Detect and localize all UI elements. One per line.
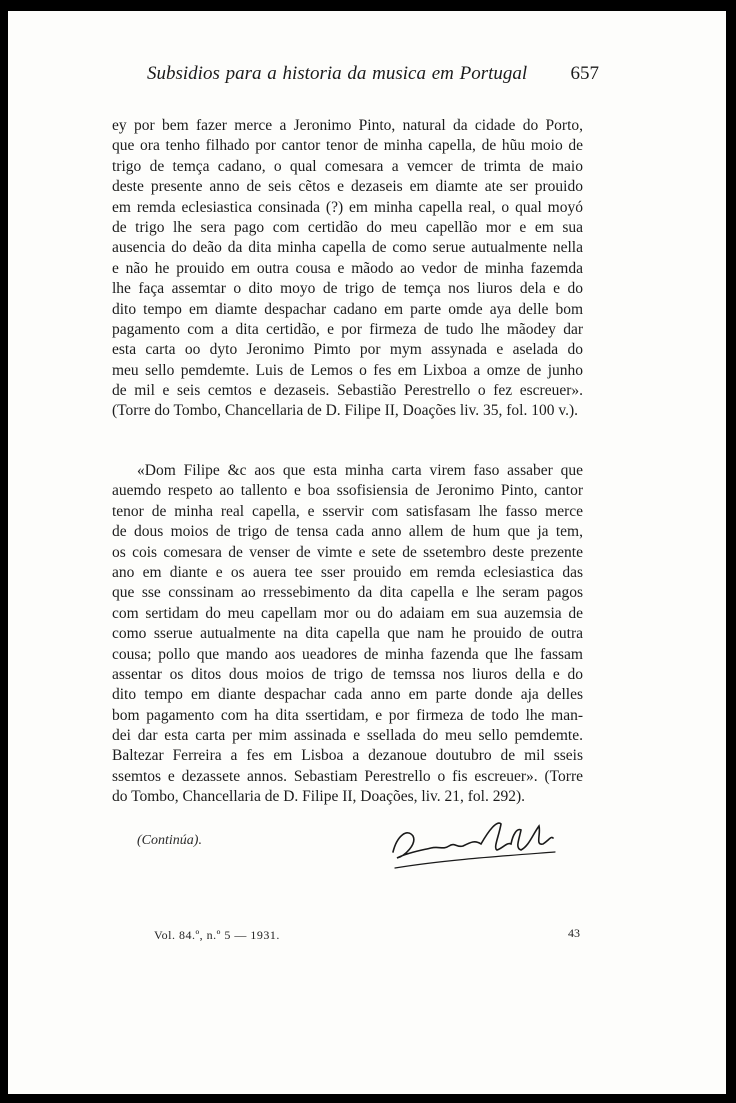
text-line: deste presente anno de seis cẽtos e dezaseis em diamte ate ser prouido (112, 178, 583, 196)
text-line: ausencia do deão da dita minha capella de como serue autualmente nella (112, 239, 583, 257)
running-header (147, 63, 599, 85)
text-line: esta carta oo dyto Jeronimo Pimto por mym assynada e aselada do (112, 341, 583, 359)
text-line: com sertidam do meu capellam mor ou do adaiam em sua auzemsia de (112, 604, 583, 622)
text-line: de mil e seis cemtos e dezaseis. Sebastião Perestrello o fez escreuer». (112, 382, 583, 400)
text-line: lhe faça assemtar o dito moyo de trigo de temça nos liuros dela e do (112, 280, 583, 298)
text-line: tenor de minha real capella, e sservir com satisfasam lhe fasso merce (112, 502, 583, 520)
text-line: meu sello pemdemte. Luis de Lemos o fes em Lixboa a omze de junho (112, 361, 583, 379)
footer-volume: Vol. 84.º, n.º 5 — 1931. (154, 928, 280, 942)
text-line: dei dar esta carta per mim assinada e ssellada do meu sello pemdemte. (112, 727, 583, 745)
text-line: assentar os ditos dous moios de trigo de temssa nos liuros della e do (112, 665, 583, 683)
text-line: de dous moios de trigo de tensa cada anno allem de hum que ja tem, (112, 523, 583, 541)
footer-signature-mark: 43 (568, 926, 580, 940)
text-line: ey por bem fazer merce a Jeronimo Pinto, natural da cidade do Porto, (112, 117, 583, 134)
text-line: ssemtos e dezassete annos. Sebastiam Perestrello o fis escreuer». (Torre (112, 767, 583, 785)
text-line: de trigo lhe sera pago com certidão do meu capellão mor e em sua (112, 218, 583, 236)
text-line: do Tombo, Chancellaria de D. Filipe II, Doações, liv. 21, fol. 292). (112, 788, 526, 806)
text-line: pagamento com a dita certidão, e por firmeza de tudo lhe mãodey dar (112, 320, 583, 338)
text-line: os cois comesara de venser de vimte e sete de ssetembro deste prezente (112, 543, 583, 561)
text-line: cousa; pollo que mando aos ueadores de minha fazenda que lhe fassam (112, 645, 583, 663)
running-title: Subsidios para a historia da musica em Portugal (147, 63, 528, 84)
text-line: bom pagamento com ha dita ssertidam, e por firmeza de todo lhe man- (112, 706, 583, 724)
page-number: 657 (570, 63, 599, 84)
text-line: trigo de temça cadano, o qual comesara a vemcer de trimta de maio (112, 157, 583, 175)
text-line: auemdo respeto ao tallento e boa ssofisiensia de Jeronimo Pinto, cantor (112, 482, 583, 500)
text-line: que sse conssinam ao rressebimento da dita capella e lhe seram pagos (112, 584, 583, 602)
text-line: como sserue autualmente na dita capella que nam he prouido de outra (112, 625, 583, 643)
text-line: em remda eclesiastica consinada (?) em minha capella real, o qual moyó (112, 198, 583, 216)
text-line: e não he prouido em outra cousa e mãodo ao vedor de minha fazemda (112, 259, 583, 277)
text-line: Baltezar Ferreira a fes em Lisboa a dezanoue doutubro de mil sseis (112, 747, 583, 765)
text-line: dito tempo em diante despachar cada anno em parte donde aja delles (112, 686, 583, 704)
text-line: «Dom Filipe &c aos que esta minha carta virem faso assaber que (137, 462, 583, 479)
text-line: dito tempo em diamte despachar cadano em parte omde aya delle bom (112, 300, 583, 318)
author-signature (383, 800, 563, 890)
paragraph-1 (112, 116, 583, 422)
text-line: que ora tenho filhado por cantor tenor de minha capella, de hũu moio de (112, 137, 583, 155)
text-line: (Torre do Tombo, Chancellaria de D. Filipe II, Doações liv. 35, fol. 100 v.). (112, 402, 579, 420)
continua-note: (Continúa). (137, 833, 202, 848)
paragraph-2 (112, 461, 583, 808)
text-line: ano em diante e os auera tee sser prouido em remda eclesiastica das (112, 563, 583, 581)
